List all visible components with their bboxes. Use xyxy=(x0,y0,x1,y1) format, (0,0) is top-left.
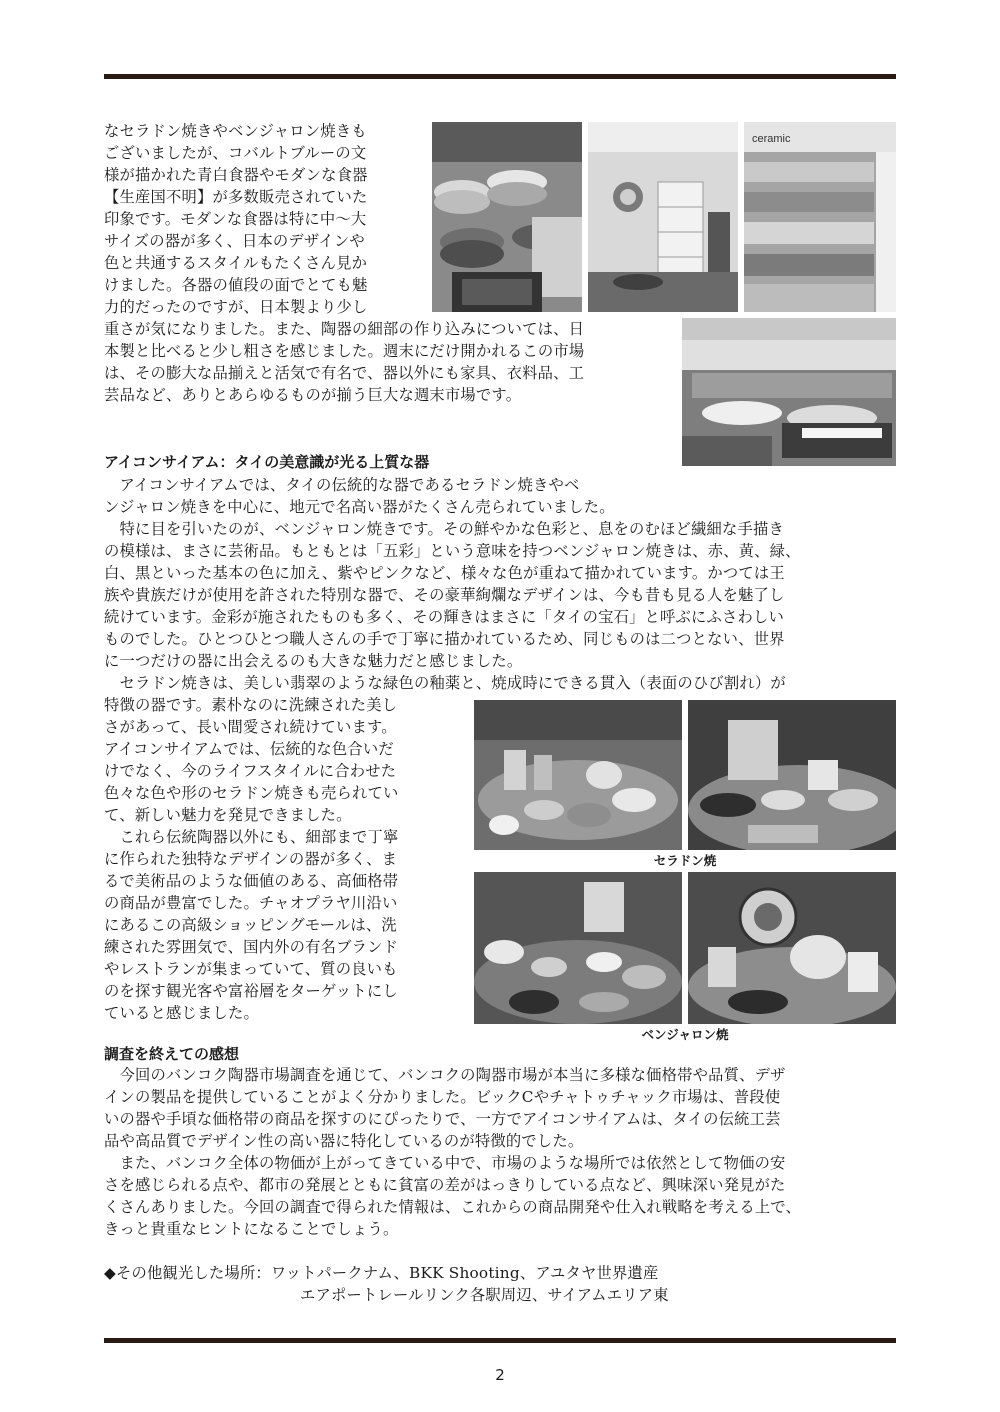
photo-celadon-1 xyxy=(474,700,682,850)
text-line: 様が描かれた青白食器やモダンな食器 xyxy=(104,166,368,184)
sightseeing-line-1: ◆その他観光した場所：ワットパークナム、BKK Shooting、アユタヤ世界遺産 xyxy=(104,1264,659,1282)
text-line: アイコンサイアムでは、伝統的な色合いだ xyxy=(104,740,394,758)
text-line: 続けています。金彩が施されたものも多く、その輝きはまさに「タイの宝石」と呼ぶにふさわしい xyxy=(104,608,785,626)
photo-market-bowls xyxy=(682,318,896,466)
text-line: インの製品を提供していることがよく分かりました。ビックCやチャトゥチャック市場は、普段使 xyxy=(104,1088,781,1106)
iconsiam-full-text xyxy=(104,474,801,694)
iconsiam-wrapped-text xyxy=(104,694,398,1024)
text-line: 印象です。モダンな食器は特に中～大 xyxy=(104,210,367,228)
conclusion-text xyxy=(104,1064,801,1240)
top-rule xyxy=(104,74,896,79)
text-line: ンジャロン焼きを中心に、地元で名高い器がたくさん売られていました。 xyxy=(104,498,615,516)
section-heading-iconsiam: アイコンサイアム：タイの美意識が光る上質な器 xyxy=(104,453,430,471)
shop-sign-text: ceramic xyxy=(752,133,791,145)
section-heading-conclusion: 調査を終えての感想 xyxy=(104,1045,240,1063)
photo-ceramic-shelves xyxy=(744,122,896,312)
text-line: 品や高品質でデザイン性の高い器に特化しているのが特徴的でした。 xyxy=(104,1132,584,1150)
text-line: やレストランが集まっていて、質の良いも xyxy=(104,960,398,978)
text-line: けました。各器の値段の面でとても魅 xyxy=(104,276,368,294)
text-line: これら伝統陶器以外にも、細部まで丁寧 xyxy=(104,828,399,846)
text-line: 練された雰囲気で、国内外の有名ブランド xyxy=(104,938,399,956)
caption-benjarong: ベンジャロン焼 xyxy=(641,1027,729,1042)
text-line: さがあって、長い間愛され続けています。 xyxy=(104,718,397,736)
photo-shop-interior xyxy=(588,122,738,312)
text-line: 色と共通するスタイルもたくさん見か xyxy=(104,254,368,272)
text-line: 族や貴族だけが使用を許された特別な器で、その豪華絢爛なデザインは、今も昔も見る人を魅了し xyxy=(104,586,785,604)
text-line: いの器や手頃な価格帯の商品を探すのにぴったりで、一方でアイコンサイアムは、タイの伝統工芸 xyxy=(104,1110,781,1128)
intro-full-text xyxy=(104,318,584,406)
text-line: に作られた独特なデザインの器が多く、ま xyxy=(104,850,398,868)
text-line: ていると感じました。 xyxy=(104,1004,259,1022)
intro-wrapped-text xyxy=(104,120,368,318)
text-line: にあるこの高級ショッピングモールは、洗 xyxy=(104,916,397,934)
text-line: セラドン焼きは、美しい翡翠のような緑色の釉薬と、焼成時にできる貫入（表面のひび割れ）が xyxy=(104,674,786,692)
text-line: また、バンコク全体の物価が上がってきている中で、市場のような場所では依然として物価の安 xyxy=(104,1154,786,1172)
text-line: るで美術品のような価値のある、高価格帯 xyxy=(104,872,399,890)
photo-benjarong-2 xyxy=(688,872,896,1024)
text-line: は、その膨大な品揃えと活気で有名で、器以外にも家具、衣料品、工 xyxy=(104,364,585,382)
text-line: 特徴の器です。素朴なのに洗練された美し xyxy=(104,696,398,714)
caption-celadon: セラドン焼 xyxy=(653,853,717,868)
photo-celadon-2 xyxy=(688,700,896,850)
text-line: なセラドン焼きやベンジャロン焼きも xyxy=(104,122,367,140)
text-line: の模様は、まさに芸術品。もともとは「五彩」という意味を持つベンジャロン焼きは、赤、黄、緑、 xyxy=(104,542,801,560)
bottom-rule xyxy=(104,1338,896,1343)
text-line: の商品が豊富でした。チャオプラヤ川沿い xyxy=(104,894,398,912)
text-line: ございましたが、コバルトブルーの文 xyxy=(104,144,367,162)
text-line: 色々な色や形のセラドン焼きも売られてい xyxy=(104,784,399,802)
text-line: さを感じられる点や、都市の発展とともに貧富の差がはっきりしている点など、興味深い発見がた xyxy=(104,1176,786,1194)
text-line: て、新しい魅力を発見できました。 xyxy=(104,806,352,824)
text-line: 特に目を引いたのが、ベンジャロン焼きです。その鮮やかな色彩と、息をのむほど繊細な手描き xyxy=(104,520,784,538)
text-line: くさんありました。今回の調査で得られた情報は、これからの商品開発や仕入れ戦略を考える上で、 xyxy=(104,1198,802,1216)
text-line: 今回のバンコク陶器市場調査を通じて、バンコクの陶器市場が本当に多様な価格帯や品質、デザ xyxy=(104,1066,786,1084)
text-line: 力的だったのですが、日本製より少し xyxy=(104,298,368,316)
text-line: に一つだけの器に出会えるのも大きな魅力だと感じました。 xyxy=(104,652,523,670)
text-line: ものでした。ひとつひとつ職人さんの手で丁寧に描かれているため、同じものは二つとない、世界 xyxy=(104,630,785,648)
text-line: きっと貴重なヒントになることでしょう。 xyxy=(104,1220,399,1238)
text-line: 芸品など、ありとあらゆるものが揃う巨大な週末市場です。 xyxy=(104,386,522,404)
sightseeing-line-2: エアポートレールリンク各駅周辺、サイアムエリア東 xyxy=(300,1286,669,1304)
text-line: けでなく、今のライフスタイルに合わせた xyxy=(104,762,397,780)
page-number: 2 xyxy=(495,1366,505,1384)
text-line: アイコンサイアムでは、タイの伝統的な器であるセラドン焼きやベ xyxy=(104,476,580,494)
photo-benjarong-1 xyxy=(474,872,682,1024)
photo-stacked-plates xyxy=(432,122,582,312)
text-line: 【生産国不明】が多数販売されていた xyxy=(104,188,368,206)
text-line: サイズの器が多く、日本のデザインや xyxy=(104,232,365,250)
text-line: 白、黒といった基本の色に加え、紫やピンクなど、様々な色が重ねて描かれています。かつては王 xyxy=(104,564,785,582)
text-line: 本製と比べると少し粗さを感じました。週末にだけ開かれるこの市場 xyxy=(104,342,585,360)
text-line: 重さが気になりました。また、陶器の細部の作り込みについては、日 xyxy=(104,320,585,338)
text-line: のを探す観光客や富裕層をターゲットにし xyxy=(104,982,398,1000)
